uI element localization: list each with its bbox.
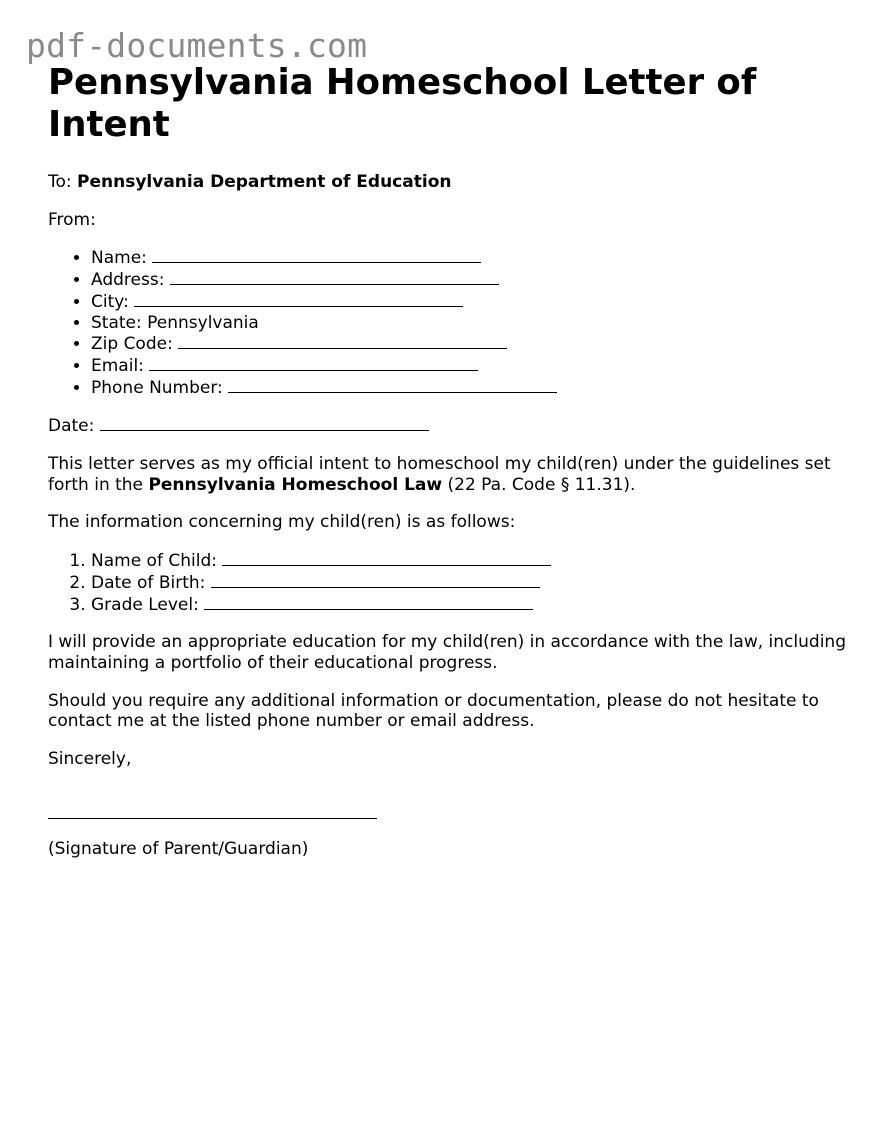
child-name-label: Name of Child: [91, 551, 217, 572]
zip-code-input[interactable] [178, 333, 507, 349]
children-intro: The information concerning my child(ren) is as follows: [48, 512, 516, 533]
state-field [91, 313, 848, 334]
grade-level-label: Grade Level: [91, 594, 199, 615]
signature-line[interactable] [48, 787, 377, 819]
date-of-birth-field [91, 572, 848, 594]
child-fields [48, 550, 848, 615]
grade-level-field [91, 594, 848, 616]
child-name-field [91, 550, 848, 572]
signature-caption: (Signature of Parent/Guardian) [48, 838, 309, 859]
email-label: Email: [91, 355, 144, 376]
date-input[interactable] [100, 415, 429, 431]
date-label: Date: [48, 416, 95, 437]
state-label: State: Pennsylvania [91, 312, 259, 333]
law-name: Pennsylvania Homeschool Law [148, 474, 443, 495]
recipient-line [48, 172, 848, 193]
name-field [91, 247, 848, 269]
city-input[interactable] [134, 291, 463, 307]
grade-level-input[interactable] [204, 594, 533, 610]
email-input[interactable] [149, 355, 478, 371]
city-field [91, 291, 848, 313]
zip-code-label: Zip Code: [91, 334, 173, 355]
phone-number-label: Phone Number: [91, 377, 223, 398]
city-label: City: [91, 291, 129, 312]
sender-fields [48, 247, 848, 398]
name-label: Name: [91, 248, 147, 269]
name-input[interactable] [152, 247, 481, 263]
address-label: Address: [91, 270, 165, 291]
intent-paragraph [48, 454, 848, 495]
address-input[interactable] [170, 269, 499, 285]
closing: Sincerely, [48, 749, 132, 770]
letter-document [48, 62, 848, 876]
page-title: Pennsylvania Homeschool Letter of Intent [48, 62, 757, 145]
phone-number-field [91, 377, 848, 399]
contact-paragraph: Should you require any additional information or documentation, please do not hesitate to contact me at the listed phone number or email address. [48, 690, 819, 732]
commitment-paragraph: I will provide an appropriate education for my child(ren) in accordance with the law, including maintaining a portfolio of their educational progress. [48, 632, 846, 673]
date-of-birth-label: Date of Birth: [91, 572, 206, 593]
date-of-birth-input[interactable] [211, 572, 540, 588]
from-label: From: [48, 209, 96, 230]
date-field [48, 415, 848, 437]
zip-code-field [91, 333, 848, 355]
to-label: To: [48, 172, 72, 192]
recipient-name: Pennsylvania Department of Education [77, 172, 452, 192]
email-field [91, 355, 848, 377]
child-name-input[interactable] [222, 550, 551, 566]
intent-text-before: This letter serves as my official intent to homeschool my child(ren) under the guidelines set forth in the [48, 454, 831, 495]
address-field [91, 269, 848, 291]
intent-text-after: (22 Pa. Code § 11.31). [442, 474, 636, 495]
watermark: pdf-documents.com [26, 26, 368, 65]
phone-number-input[interactable] [228, 377, 557, 393]
